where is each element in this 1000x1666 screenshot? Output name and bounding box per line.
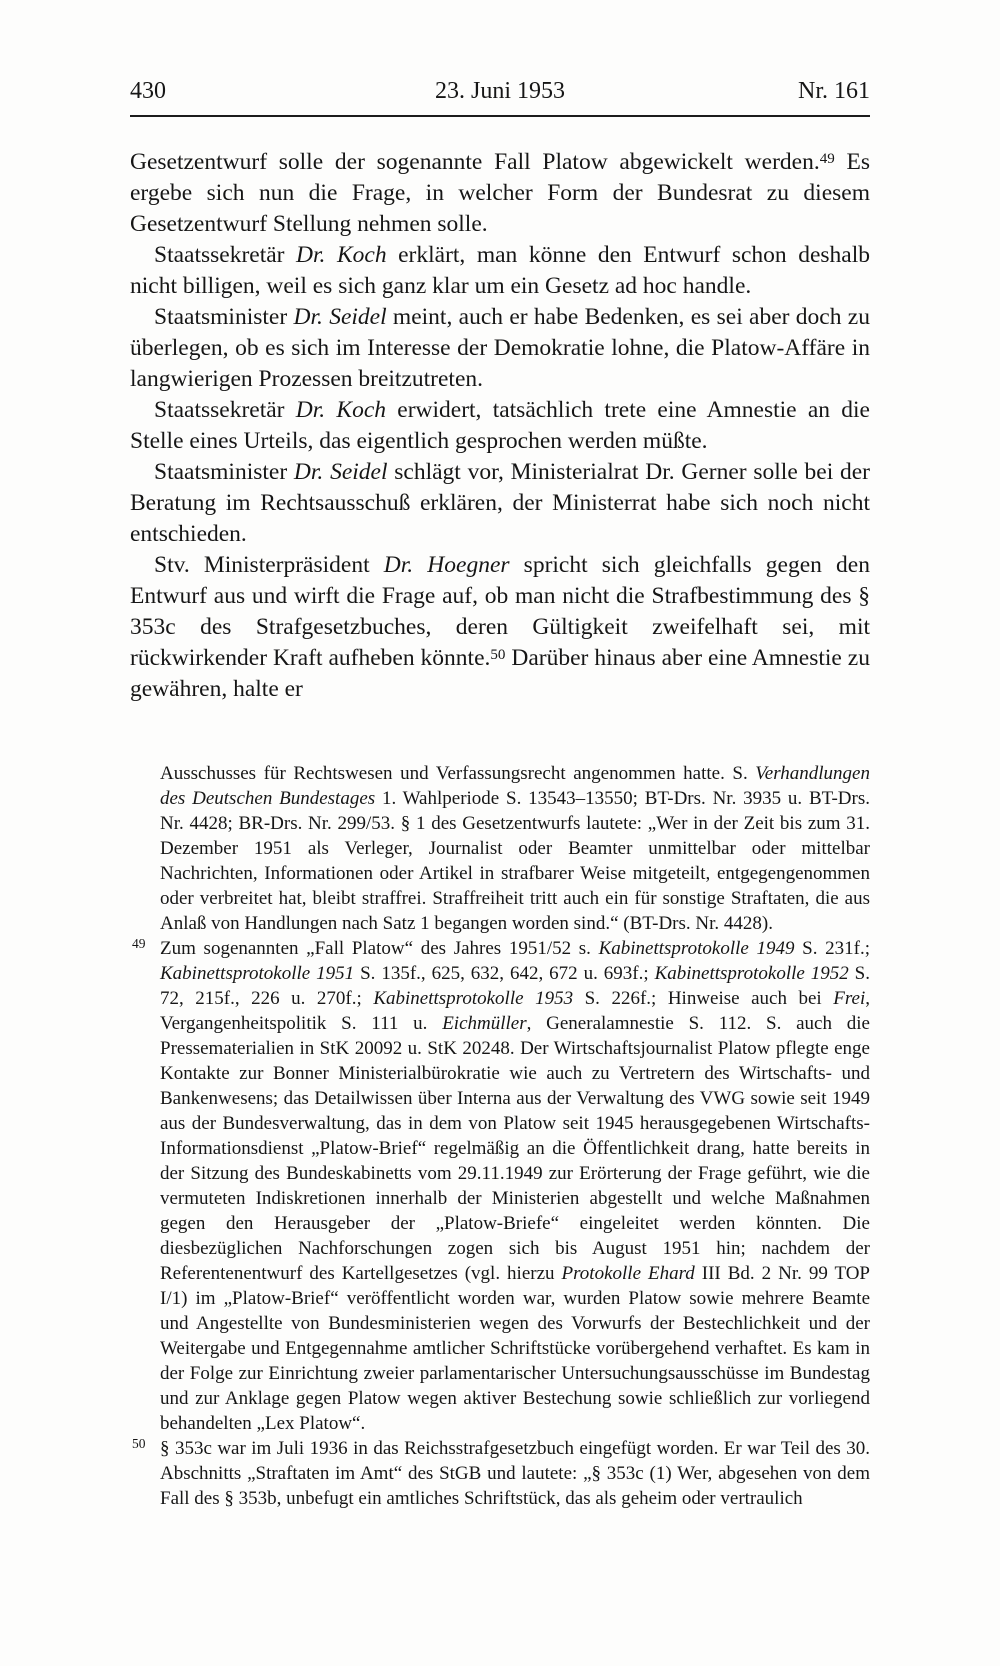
- footnote-text: § 353c war im Juli 1936 in das Reichsstrafgesetzbuch eingefügt worden. Er war Teil des 30. Abschnitts „Straftaten im Amt“ des StGB und lautete: „§ 353c (1) Wer, abgesehen von dem Fall des § 353b, unbefugt ein amtliches Schriftstück, das als geheim oder vertraulich: [160, 1438, 870, 1509]
- header-date: 23. Juni 1953: [435, 78, 566, 104]
- paragraph: Staatsminister Dr. Seidel meint, auch er habe Bedenken, es sei aber doch zu überlegen, ob es sich im Interesse der Demokratie lohne, die Platow-Affäre in langwierigen Prozessen breitzutreten.: [130, 304, 870, 392]
- footnote-50: [130, 1436, 870, 1511]
- footnote-49: [130, 936, 870, 1436]
- issue-number: Nr. 161: [798, 78, 871, 104]
- paragraph: Staatsminister Dr. Seidel schlägt vor, Ministerialrat Dr. Gerner solle bei der Beratung im Rechtsausschuß erklären, der Ministerrat habe sich noch nicht entschieden.: [130, 459, 871, 547]
- running-header: [130, 76, 870, 117]
- footnote-number: 49: [132, 936, 146, 951]
- paragraph: Gesetzentwurf solle der sogenannte Fall Platow abgewickelt werden.$^{49}$ Es ergebe sich nun die Frage, in welcher Form der Bundesrat zu diesem Gesetzentwurf Stellung nehmen solle.: [130, 149, 870, 237]
- paragraph: Staatssekretär Dr. Koch erwidert, tatsächlich trete eine Amnestie an die Stelle eines Urteils, das eigentlich gesprochen werden müßte.: [130, 397, 870, 454]
- paragraph: Stv. Ministerpräsident Dr. Hoegner spricht sich gleichfalls gegen den Entwurf aus und wirft die Frage auf, ob man nicht die Strafbestimmung des § 353c des Strafgesetzbuches, deren Gültigkeit zweifelhaft sei, mit rückwirkender Kraft aufheben könnte.$^{50}$ Darüber hinaus aber eine Amnestie zu gewähren, halte er: [130, 552, 870, 702]
- footnote-number: 50: [132, 1436, 146, 1451]
- footnote-text: Ausschusses für Rechtswesen und Verfassungsrecht angenommen hatte. S. Verhandlungen des Deutschen Bundestages 1. Wahlperiode S. 13543–13550; BT-Drs. Nr. 3935 u. BT-Drs. Nr. 4428; BR-Drs. Nr. 299/53. § 1 des Gesetzentwurfs lautete: „Wer in der Zeit bis zum 31. Dezember 1951 als Verleger, Journalist oder Beamter unmittelbar oder mittelbar Nachrichten, Informationen oder Artikel in strafbarer Weise mitgeteilt, entgegengenommen oder verbreitet hat, bleibt straffrei. Straffreiheit tritt auch ein für sonstige Straftaten, die aus Anlaß von Handlungen nach Satz 1 begangen worden sind.“ (BT-Drs. Nr. 4428).: [160, 763, 870, 934]
- paragraph: Staatssekretär Dr. Koch erklärt, man könne den Entwurf schon deshalb nicht billigen, weil es sich ganz klar um ein Gesetz ad hoc handle.: [130, 242, 870, 299]
- page-number: 430: [130, 78, 166, 104]
- main-text: [130, 147, 870, 705]
- footnotes-section: [130, 761, 870, 1511]
- footnote-continuation: [130, 761, 870, 936]
- footnote-text: Zum sogenannten „Fall Platow“ des Jahres 1951/52 s. Kabinettsprotokolle 1949 S. 231f.; Kabinettsprotokolle 1951 S. 135f., 625, 632, 642, 672 u. 693f.; Kabinettsprotokolle 1952 S. 72, 215f., 226 u. 270f.; Kabinettsprotokolle 1953 S. 226f.; Hinweise auch bei Frei, Vergangenheitspolitik S. 111 u. Eichmüller, Generalamnestie S. 112. S. auch die Pressematerialien in StK 20092 u. StK 20248. Der Wirtschaftsjournalist Platow pflegte enge Kontakte zur Bonner Ministerialbürokratie wie auch zu Vertretern des Wirtschafts- und Bankenwesens; das Detailwissen über Interna aus der Verwaltung des VWG sowie seit 1949 aus der Bundesverwaltung, das in dem von Platow seit 1945 herausgegebenen Wirtschafts-Informationsdienst „Platow-Brief“ regelmäßig an die Öffentlichkeit drang, hatte bereits in der Sitzung des Bundeskabinetts vom 29.11.1949 zur Erörterung der Frage geführt, wie die vermuteten Indiskretionen innerhalb der Ministerien abgestellt und welche Maßnahmen gegen den Herausgeber der „Platow-Briefe“ eingeleitet werden könnten. Die diesbezüglichen Nachforschungen zogen sich bis August 1951 hin; nachdem der Referentenentwurf des Kartellgesetzes (vgl. hierzu Protokolle Ehard III Bd. 2 Nr. 99 TOP I/1) im „Platow-Brief“ veröffentlicht worden war, wurden Platow sowie mehrere Beamte und Angestellte von Bundesministerien wegen des Vorwurfs der Bestechlichkeit und der Weitergabe und Entgegennahme amtlicher Schriftstücke vorübergehend verhaftet. Es kam in der Folge zur Einrichtung zweier parlamentarischer Untersuchungsausschüsse im Bundestag und zur Anklage gegen Platow wegen aktiver Bestechung sowie schließlich zur vorliegend behandelten „Lex Platow“.: [160, 938, 871, 1434]
